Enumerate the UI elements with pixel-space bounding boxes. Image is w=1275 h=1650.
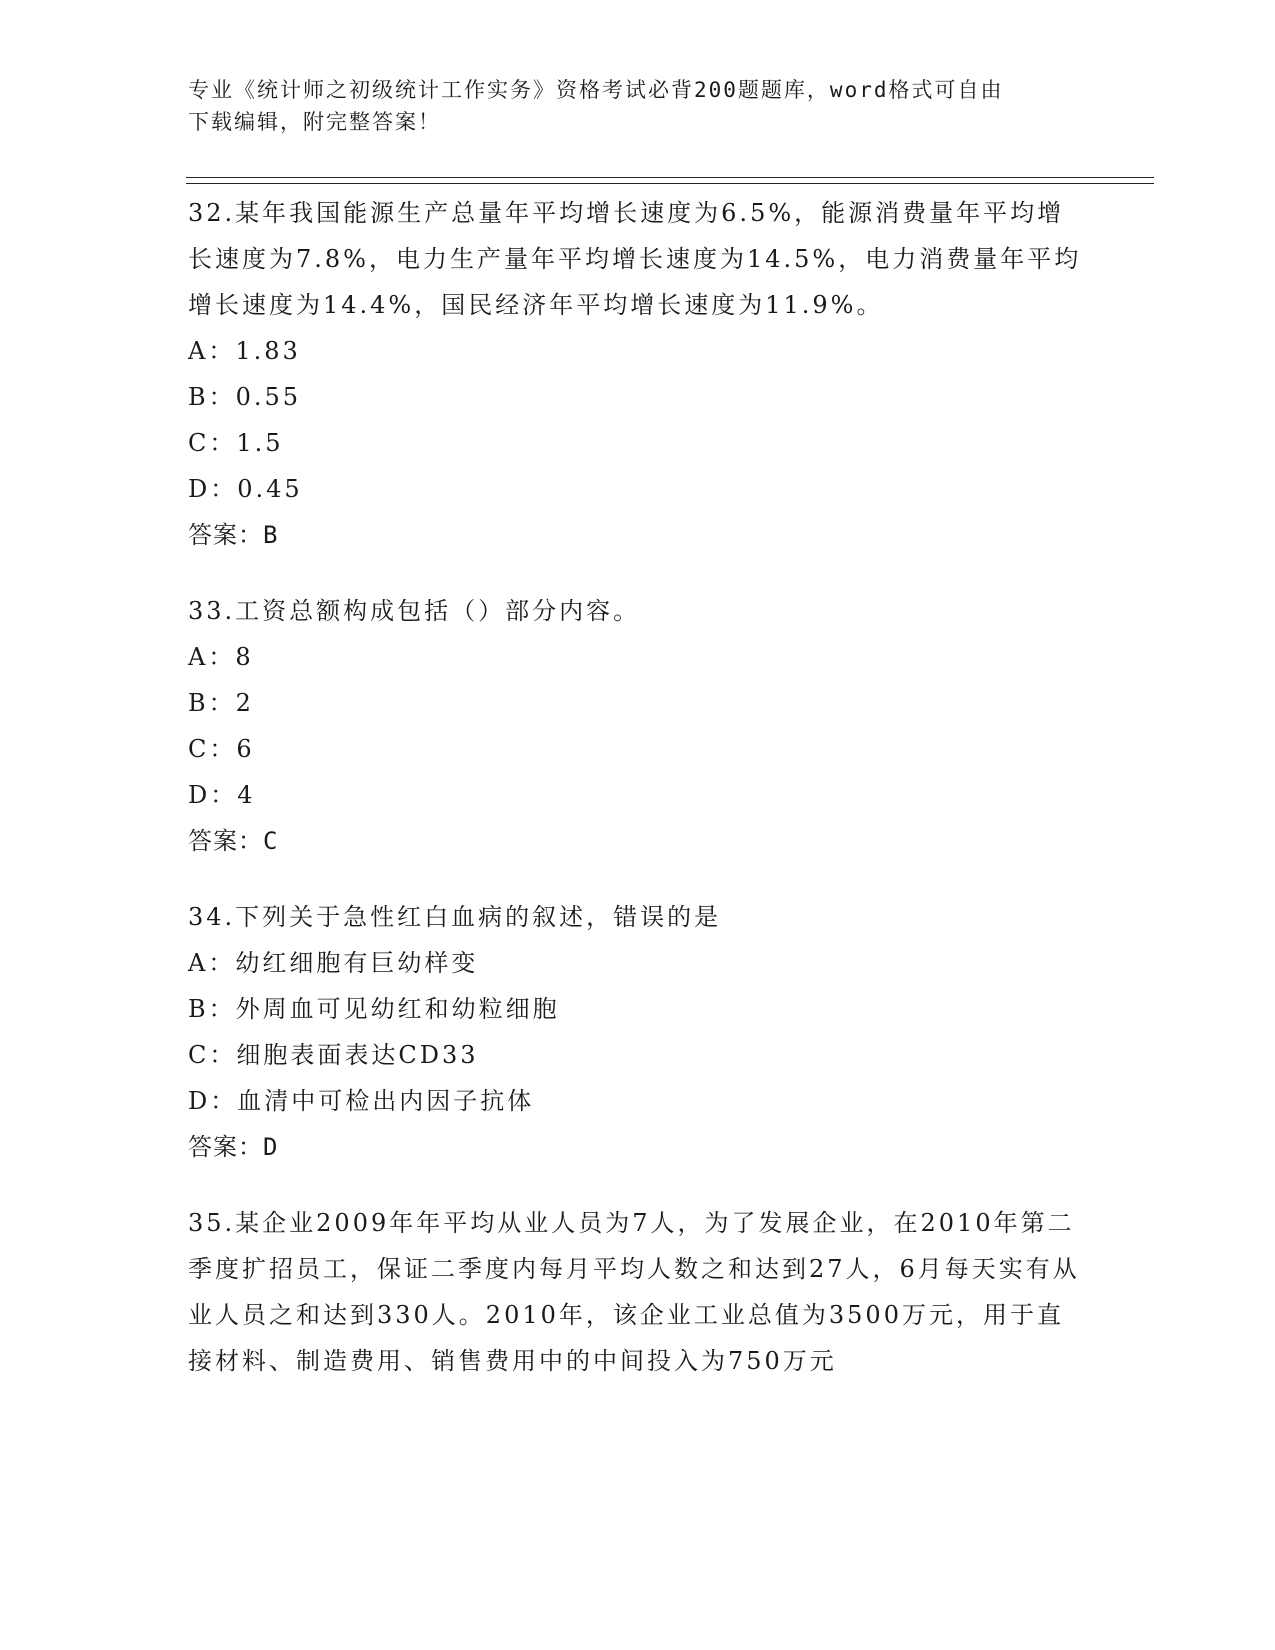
answer-label: 答案：D (188, 1133, 279, 1161)
header-divider-bottom (186, 183, 1154, 184)
document-header (188, 74, 1068, 138)
header-line-1: 专业《统计师之初级统计工作实务》资格考试必背200题题库，word格式可自由 (188, 78, 1004, 102)
answer-label: 答案：C (188, 827, 279, 855)
question-stem: 35.某企业2009年年平均从业人员为7人，为了发展企业，在2010年第二季度扩招员工，保证二季度内每月平均人数之和达到27人，6月每天实有从业人员之和达到330人。2010年，该企业工业总值为3500万元，用于直接材料、制造费用、销售费用中的中间投入为750万元 (188, 1209, 1080, 1375)
option-b: B：0.55 (188, 383, 302, 411)
option-d: D：血清中可检出内因子抗体 (188, 1087, 535, 1115)
question-stem: 32.某年我国能源生产总量年平均增长速度为6.5%，能源消费量年平均增长速度为7.8%，电力生产量年平均增长速度为14.5%，电力消费量年平均增长速度为14.4%，国民经济年平均增长速度为11.9%。 (188, 199, 1082, 319)
answer-label: 答案：B (188, 521, 279, 549)
question-stem: 33.工资总额构成包括（）部分内容。 (188, 597, 641, 625)
question-35 (188, 1200, 1088, 1384)
question-stem: 34.下列关于急性红白血病的叙述，错误的是 (188, 903, 722, 931)
option-c: C：1.5 (188, 429, 284, 457)
option-c: C：细胞表面表达CD33 (188, 1041, 479, 1069)
option-d: D：0.45 (188, 475, 303, 503)
option-a: A：8 (188, 643, 254, 671)
header-line-2: 下载编辑，附完整答案！ (188, 110, 441, 134)
question-32 (188, 190, 1088, 558)
question-list (188, 190, 1088, 1414)
header-divider-top (186, 177, 1154, 178)
question-34 (188, 894, 1088, 1170)
option-d: D：4 (188, 781, 256, 809)
option-a: A：幼红细胞有巨幼样变 (188, 949, 479, 977)
option-b: B：2 (188, 689, 254, 717)
option-b: B：外周血可见幼红和幼粒细胞 (188, 995, 560, 1023)
option-a: A：1.83 (188, 337, 301, 365)
question-33 (188, 588, 1088, 864)
option-c: C：6 (188, 735, 255, 763)
